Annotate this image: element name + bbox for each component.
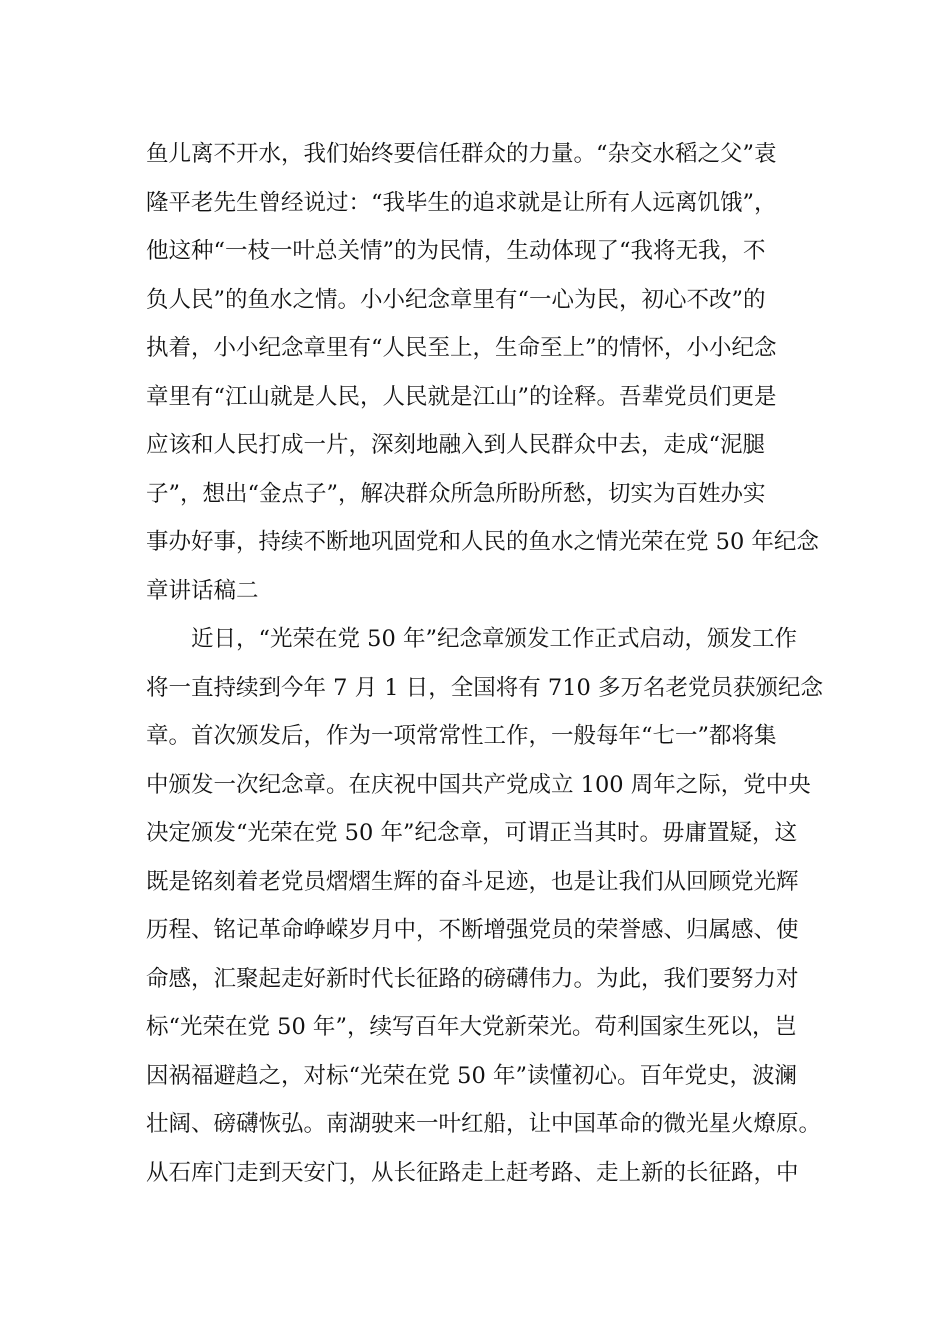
text-line: 鱼儿离不开水，我们始终要信任群众的力量。“杂交水稻之父”袁 xyxy=(146,141,777,167)
text-line: 负人民”的鱼水之情。小小纪念章里有“一心为民，初心不改”的 xyxy=(146,286,766,313)
text-line: 历程、铭记革命峥嵘岁月中，不断增强党员的荣誉感、归属感、使 xyxy=(146,917,799,943)
section-title-line: 章讲话稿二 xyxy=(146,577,259,604)
text-line: 事办好事，持续不断地巩固党和人民的鱼水之情光荣在党 50 年纪念 xyxy=(146,529,819,555)
text-line: 章。首次颁发后，作为一项常常性工作，一般每年“七一”都将集 xyxy=(146,723,777,749)
text-line: 标“光荣在党 50 年”，续写百年大党新荣光。苟利国家生死以，岂 xyxy=(146,1014,797,1040)
text-line: 执着，小小纪念章里有“人民至上，生命至上”的情怀，小小纪念 xyxy=(146,335,777,361)
text-line: 壮阔、磅礴恢弘。南湖驶来一叶红船，让中国革命的微光星火燎原。 xyxy=(146,1111,822,1137)
text-line: 因祸福避趋之，对标“光荣在党 50 年”读懂初心。百年党史，波澜 xyxy=(146,1062,797,1089)
text-line: 从石库门走到天安门，从长征路走上赶考路、走上新的长征路，中 xyxy=(146,1159,799,1186)
text-line: 应该和人民打成一片，深刻地融入到人民群众中去，走成“泥腿 xyxy=(146,432,766,458)
text-line: 既是铭刻着老党员熠熠生辉的奋斗足迹，也是让我们从回顾党光辉 xyxy=(146,868,799,895)
text-line: 将一直持续到今年 7 月 1 日，全国将有 710 多万名老党员获颁纪念 xyxy=(146,674,823,701)
body-text xyxy=(146,130,823,1197)
text-line: 隆平老先生曾经说过：“我毕生的追求就是让所有人远离饥饿”， xyxy=(146,189,777,216)
text-line: 章里有“江山就是人民，人民就是江山”的诠释。吾辈党员们更是 xyxy=(146,383,777,410)
text-line: 他这种“一枝一叶总关情”的为民情，生动体现了“我将无我，不 xyxy=(146,238,766,264)
text-line: 子”，想出“金点子”，解决群众所急所盼所愁，切实为百姓办实 xyxy=(146,480,766,507)
text-line: 决定颁发“光荣在党 50 年”纪念章，可谓正当其时。毋庸置疑，这 xyxy=(146,820,797,846)
text-line: 中颁发一次纪念章。在庆祝中国共产党成立 100 周年之际，党中央 xyxy=(146,771,811,798)
paragraph-first-line: 近日，“光荣在党 50 年”纪念章颁发工作正式启动，颁发工作 xyxy=(146,626,797,652)
text-line: 命感，汇聚起走好新时代长征路的磅礴伟力。为此，我们要努力对 xyxy=(146,965,799,992)
